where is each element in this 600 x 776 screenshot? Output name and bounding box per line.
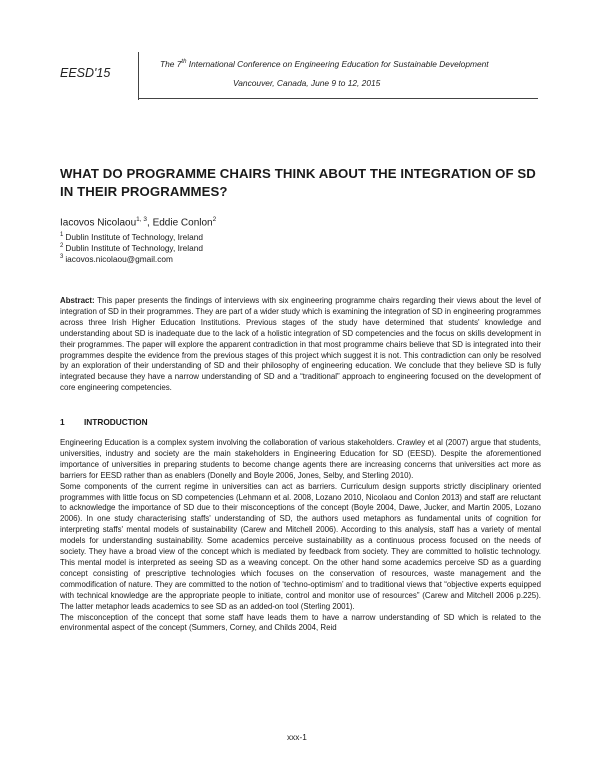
body-paragraph-2: Some components of the current regime in universities can act as barriers. Curriculum design supports strictly disciplinary oriented programmes with little focus on SD competencies (Lehmann et al. 2008, Lozano 2010, Nicolaou and Conlon 2013) and staff are reluctant to acknowledge the importance of SD due to their misconceptions of the concept (Boyle 2004, Dawe, Jucker, and Martin 2005, Lozano 2006). In one study characterising staffs' understanding of SD, the authors used metaphors as fundamental units of cognition for interpreting staffs' mental models of sustainability (Carew and Mitchell 2006). According to this analysis, staff has a variety of mental models for understanding sustainability. Some academics perceive sustainability as a continuous process focused on the needs of society. They have a broad view of the concept which is mediated by feedback from society. They are committed to holistic technology. This mental model is interpreted as seeing SD as a weaving concept. On the other hand some academics perceive SD as a guarding concept consisting of prescriptive technologies which focuses on the conservation of resources, waste management and the commodification of nature. They are committed to the notion of ‘techno-optimism’ and to traditional views that “objective experts equipped with technical knowledge are the appropriate people to initiate, control and monitor use of resources” (Carew and Mitchell 2006 p.225). The latter metaphor leads academics to see SD as an added-on tool (Sterling 2001). xyxy=(60,481,541,611)
author-2-name: Eddie Conlon xyxy=(152,217,213,229)
conference-title-post: International Conference on Engineering Education for Sustainable Development xyxy=(186,59,489,69)
body-paragraph-3: The misconception of the concept that some staff have leads them to have a narrow understanding of SD which is related to the environmental aspect of the concept (Summers, Corney, and Childs 2004, Reid xyxy=(60,612,541,633)
page-number: xxx-1 xyxy=(287,732,307,742)
abstract-label: Abstract: xyxy=(60,296,95,305)
abstract-text: This paper presents the findings of interviews with six engineering programme chairs regarding their views about the level of integration of SD in their programmes. They are part of a wider study which is examining the integration of SD in engineering programmes across three Irish Higher Education Institutions. Previous stages of the study have determined that students' knowledge and understanding about SD is inadequate due to the lack of a holistic integration of SD competencies and the focus on skills development in their programmes. The paper will explore the apparent contradiction in that most programme chairs believe that SD is integrated into their programmes despite the evidence from the previous stages of this project which suggest it is not. This contradiction can only be resolved by an exploration of their understanding of SD and their philosophy of engineering education. We conclude that they believe SD is fully integrated because they have a narrow understanding of SD and a “traditional” approach to engineering focused on the development of core engineering competencies. xyxy=(60,296,541,393)
abstract xyxy=(60,296,541,394)
author-line xyxy=(60,216,216,228)
conference-title xyxy=(160,59,489,69)
author-1-name: Iacovos Nicolaou xyxy=(60,217,137,229)
author-1-affiliation-marks: 1, 3 xyxy=(136,216,147,223)
affiliation-2-number: 2 xyxy=(60,243,64,250)
affiliation-3-number: 3 xyxy=(60,254,64,261)
affiliation-1-number: 1 xyxy=(60,232,64,239)
affiliation-3-email: iacovos.nicolaou@gmail.com xyxy=(65,254,173,264)
header-vertical-rule xyxy=(138,52,139,100)
conference-title-sup: th xyxy=(181,59,187,66)
paper-title: WHAT DO PROGRAMME CHAIRS THINK ABOUT THE INTEGRATION OF SD IN THEIR PROGRAMMES? xyxy=(60,166,536,199)
affiliation-1 xyxy=(60,232,203,242)
affiliation-3 xyxy=(60,254,173,264)
section-title: INTRODUCTION xyxy=(84,417,148,427)
author-separator: , xyxy=(147,217,153,229)
author-2-affiliation-marks: 2 xyxy=(212,216,217,223)
affiliation-2 xyxy=(60,243,203,253)
affiliation-2-text: Dublin Institute of Technology, Ireland xyxy=(65,243,203,253)
affiliation-1-text: Dublin Institute of Technology, Ireland xyxy=(65,232,203,242)
section-number: 1 xyxy=(60,417,65,427)
header-horizontal-rule xyxy=(138,98,538,99)
section-heading xyxy=(60,417,148,427)
conference-location-date: Vancouver, Canada, June 9 to 12, 2015 xyxy=(233,78,381,88)
section-body xyxy=(60,438,541,634)
conference-title-pre: The 7 xyxy=(160,59,182,69)
conference-short-name: EESD'15 xyxy=(60,66,111,80)
body-paragraph-1: Engineering Education is a complex system involving the collaboration of various stakeholders. Crawley et al (2007) argue that students, universities, industry and society are the main stakeholders in Engineering Education for SD (EESD). Despite the aforementioned importance of universities in preparing students to become change agents there are increasing concerns that universities act more as barriers for EESD rather than as enablers (Donelly and Boyle 2006, Jones, Selby, and Sterling 2010). xyxy=(60,438,541,480)
